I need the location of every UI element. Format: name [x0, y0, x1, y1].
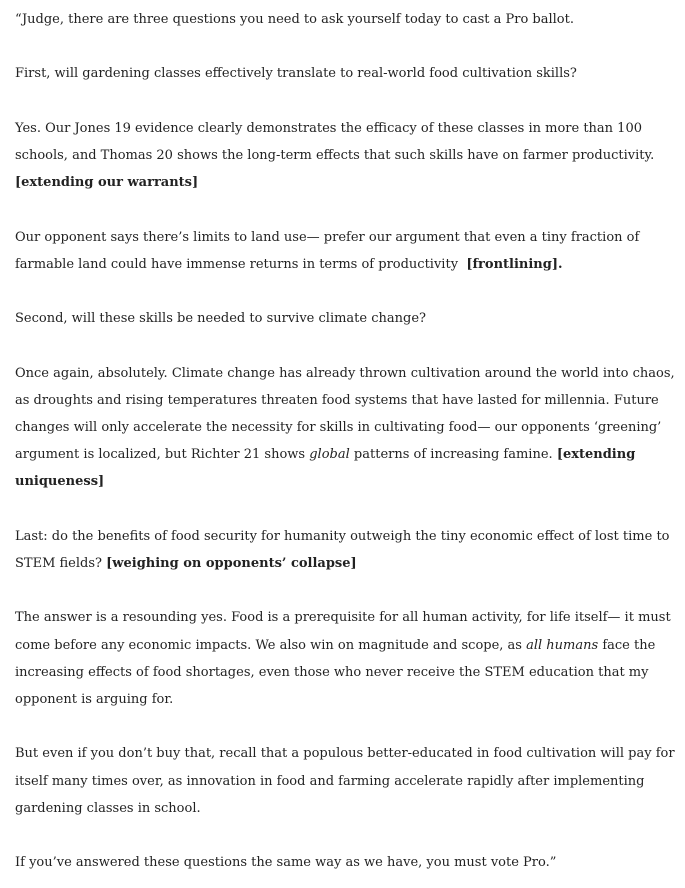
answer-one-text: Yes. Our Jones 19 evidence clearly demonstrates the efficacy of these classes in more than 100 schools, and Thomas 20 shows the long-term effects that such skills have on farmer productivity.: [15, 120, 655, 163]
answer-three-emphasis: all humans: [526, 637, 599, 653]
paragraph-question-two: Second, will these skills be needed to survive climate change?: [15, 311, 426, 327]
paragraph-conclusion: If you’ve answered these questions the same way as we have, you must vote Pro.”: [15, 855, 557, 871]
paragraph-question-three: [15, 523, 675, 577]
paragraph-answer-three: [15, 604, 675, 713]
answer-two-text-a: Once again, absolutely. Climate change has already thrown cultivation around the world into chaos, as droughts and rising temperatures threaten food systems that have lasted for millennia. Future changes will only accelerate the necessity for skills in cultivating food— our opponents ‘greening’ argument is localized, but Richter 21 shows: [15, 365, 675, 463]
tag-extending-warrants: [extending our warrants]: [15, 175, 199, 191]
answer-two-emphasis: global: [309, 447, 350, 463]
paragraph-question-one: First, will gardening classes effectively translate to real-world food cultivation skills?: [15, 66, 577, 82]
answer-three-text-a: The answer is a resounding yes. Food is a prerequisite for all human activity, for life itself— it must come before any economic impacts. We also win on magnitude and scope, as: [15, 610, 671, 653]
frontline-text: Our opponent says there’s limits to land use— prefer our argument that even a tiny fraction of farmable land could have immense returns in terms of productivity: [15, 229, 640, 272]
answer-two-text-b: patterns of increasing famine.: [353, 447, 553, 463]
paragraph-frontline: [15, 224, 675, 278]
paragraph-intro: “Judge, there are three questions you need to ask yourself today to cast a Pro ballot.: [15, 12, 574, 27]
paragraph-even-if: But even if you don’t buy that, recall that a populous better-educated in food cultivation will pay for itself many times over, as innovation in food and farming accelerate rapidly after implementing gardening classes in school.: [15, 746, 675, 816]
tag-frontlining: [frontlining].: [466, 256, 563, 272]
answer-three-text-b: face the increasing effects of food shortages, even those who never receive the STEM education that my opponent is arguing for.: [15, 637, 656, 707]
question-three-text: Last: do the benefits of food security for humanity outweigh the tiny economic effect of lost time to STEM fields?: [15, 528, 670, 571]
paragraph-answer-one: [15, 115, 675, 197]
paragraph-answer-two: [15, 360, 675, 496]
tag-weighing: [weighing on opponents’ collapse]: [106, 555, 357, 571]
tag-extending-uniqueness: [extending uniqueness]: [15, 447, 636, 490]
